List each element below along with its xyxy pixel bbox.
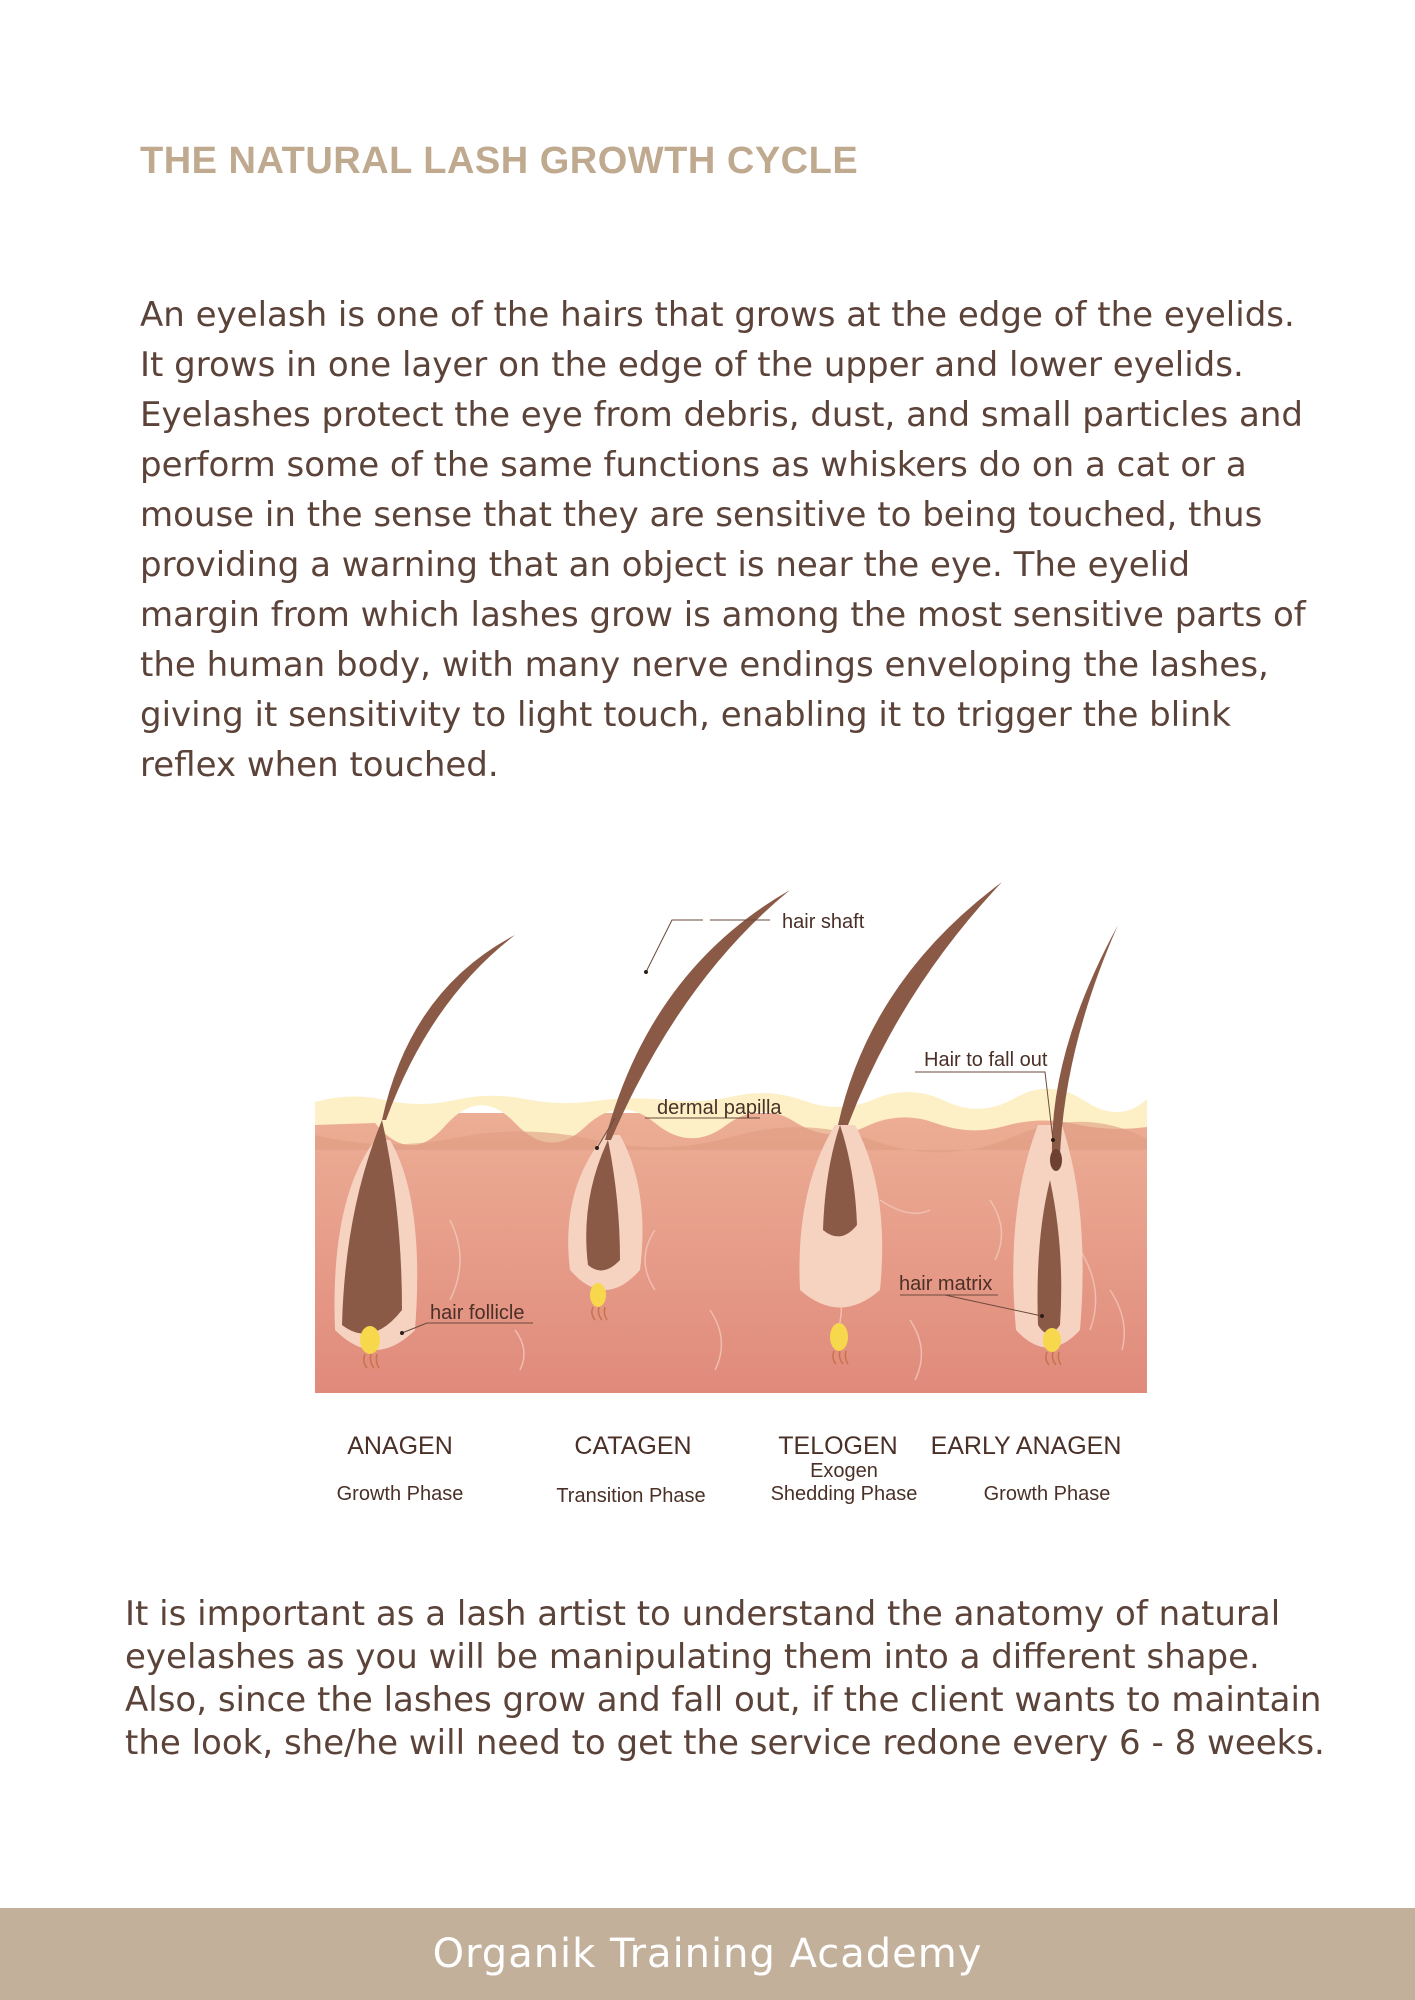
label-hair-to-fall-out: Hair to fall out bbox=[924, 1049, 1048, 1071]
page-title: THE NATURAL LASH GROWTH CYCLE bbox=[140, 140, 859, 182]
phase-name-catagen: CATAGEN bbox=[574, 1432, 692, 1460]
phase-name-early-anagen: EARLY ANAGEN bbox=[930, 1432, 1122, 1460]
phase-name-telogen: TELOGEN bbox=[778, 1432, 898, 1460]
label-hair-follicle: hair follicle bbox=[430, 1302, 525, 1324]
footer-bar bbox=[0, 1908, 1415, 2000]
label-dermal-papilla: dermal papilla bbox=[657, 1097, 782, 1119]
lash-growth-diagram bbox=[290, 870, 1170, 1510]
phase-sub-catagen: Transition Phase bbox=[556, 1485, 706, 1507]
label-hair-matrix: hair matrix bbox=[899, 1273, 993, 1295]
phase-name-anagen: ANAGEN bbox=[347, 1432, 453, 1460]
footer-brand: Organik Training Academy bbox=[432, 1931, 983, 1977]
phase-sub-anagen: Growth Phase bbox=[336, 1483, 464, 1505]
intro-paragraph: An eyelash is one of the hairs that grows at the edge of the eyelids. It grows in one layer on the edge of the upper and lower eyelids. Eyelashes protect the eye from debris, dust, and small particles and perform some of the same functions as whiskers do on a cat or a mouse in the sense that they are sensitive to being touched, thus providing a warning that an object is near the eye. The eyelid margin from which lashes grow is among the most sensitive parts of the human body, with many nerve endings enveloping the lashes, giving it sensitivity to light touch, enabling it to trigger the blink reflex when touched. bbox=[140, 295, 1306, 785]
phase-extra-exogen: Exogen bbox=[810, 1460, 878, 1482]
phase-sub-early-anagen: Growth Phase bbox=[983, 1483, 1111, 1505]
phase-sub-telogen: Shedding Phase bbox=[770, 1483, 918, 1505]
outro-paragraph: It is important as a lash artist to understand the anatomy of natural eyelashes as you will be manipulating them into a different shape. Also, since the lashes grow and fall out, if the client wants to maintain the look, she/he will need to get the service redone every 6 - 8 weeks. bbox=[125, 1594, 1325, 1763]
label-hair-shaft: hair shaft bbox=[782, 911, 865, 933]
